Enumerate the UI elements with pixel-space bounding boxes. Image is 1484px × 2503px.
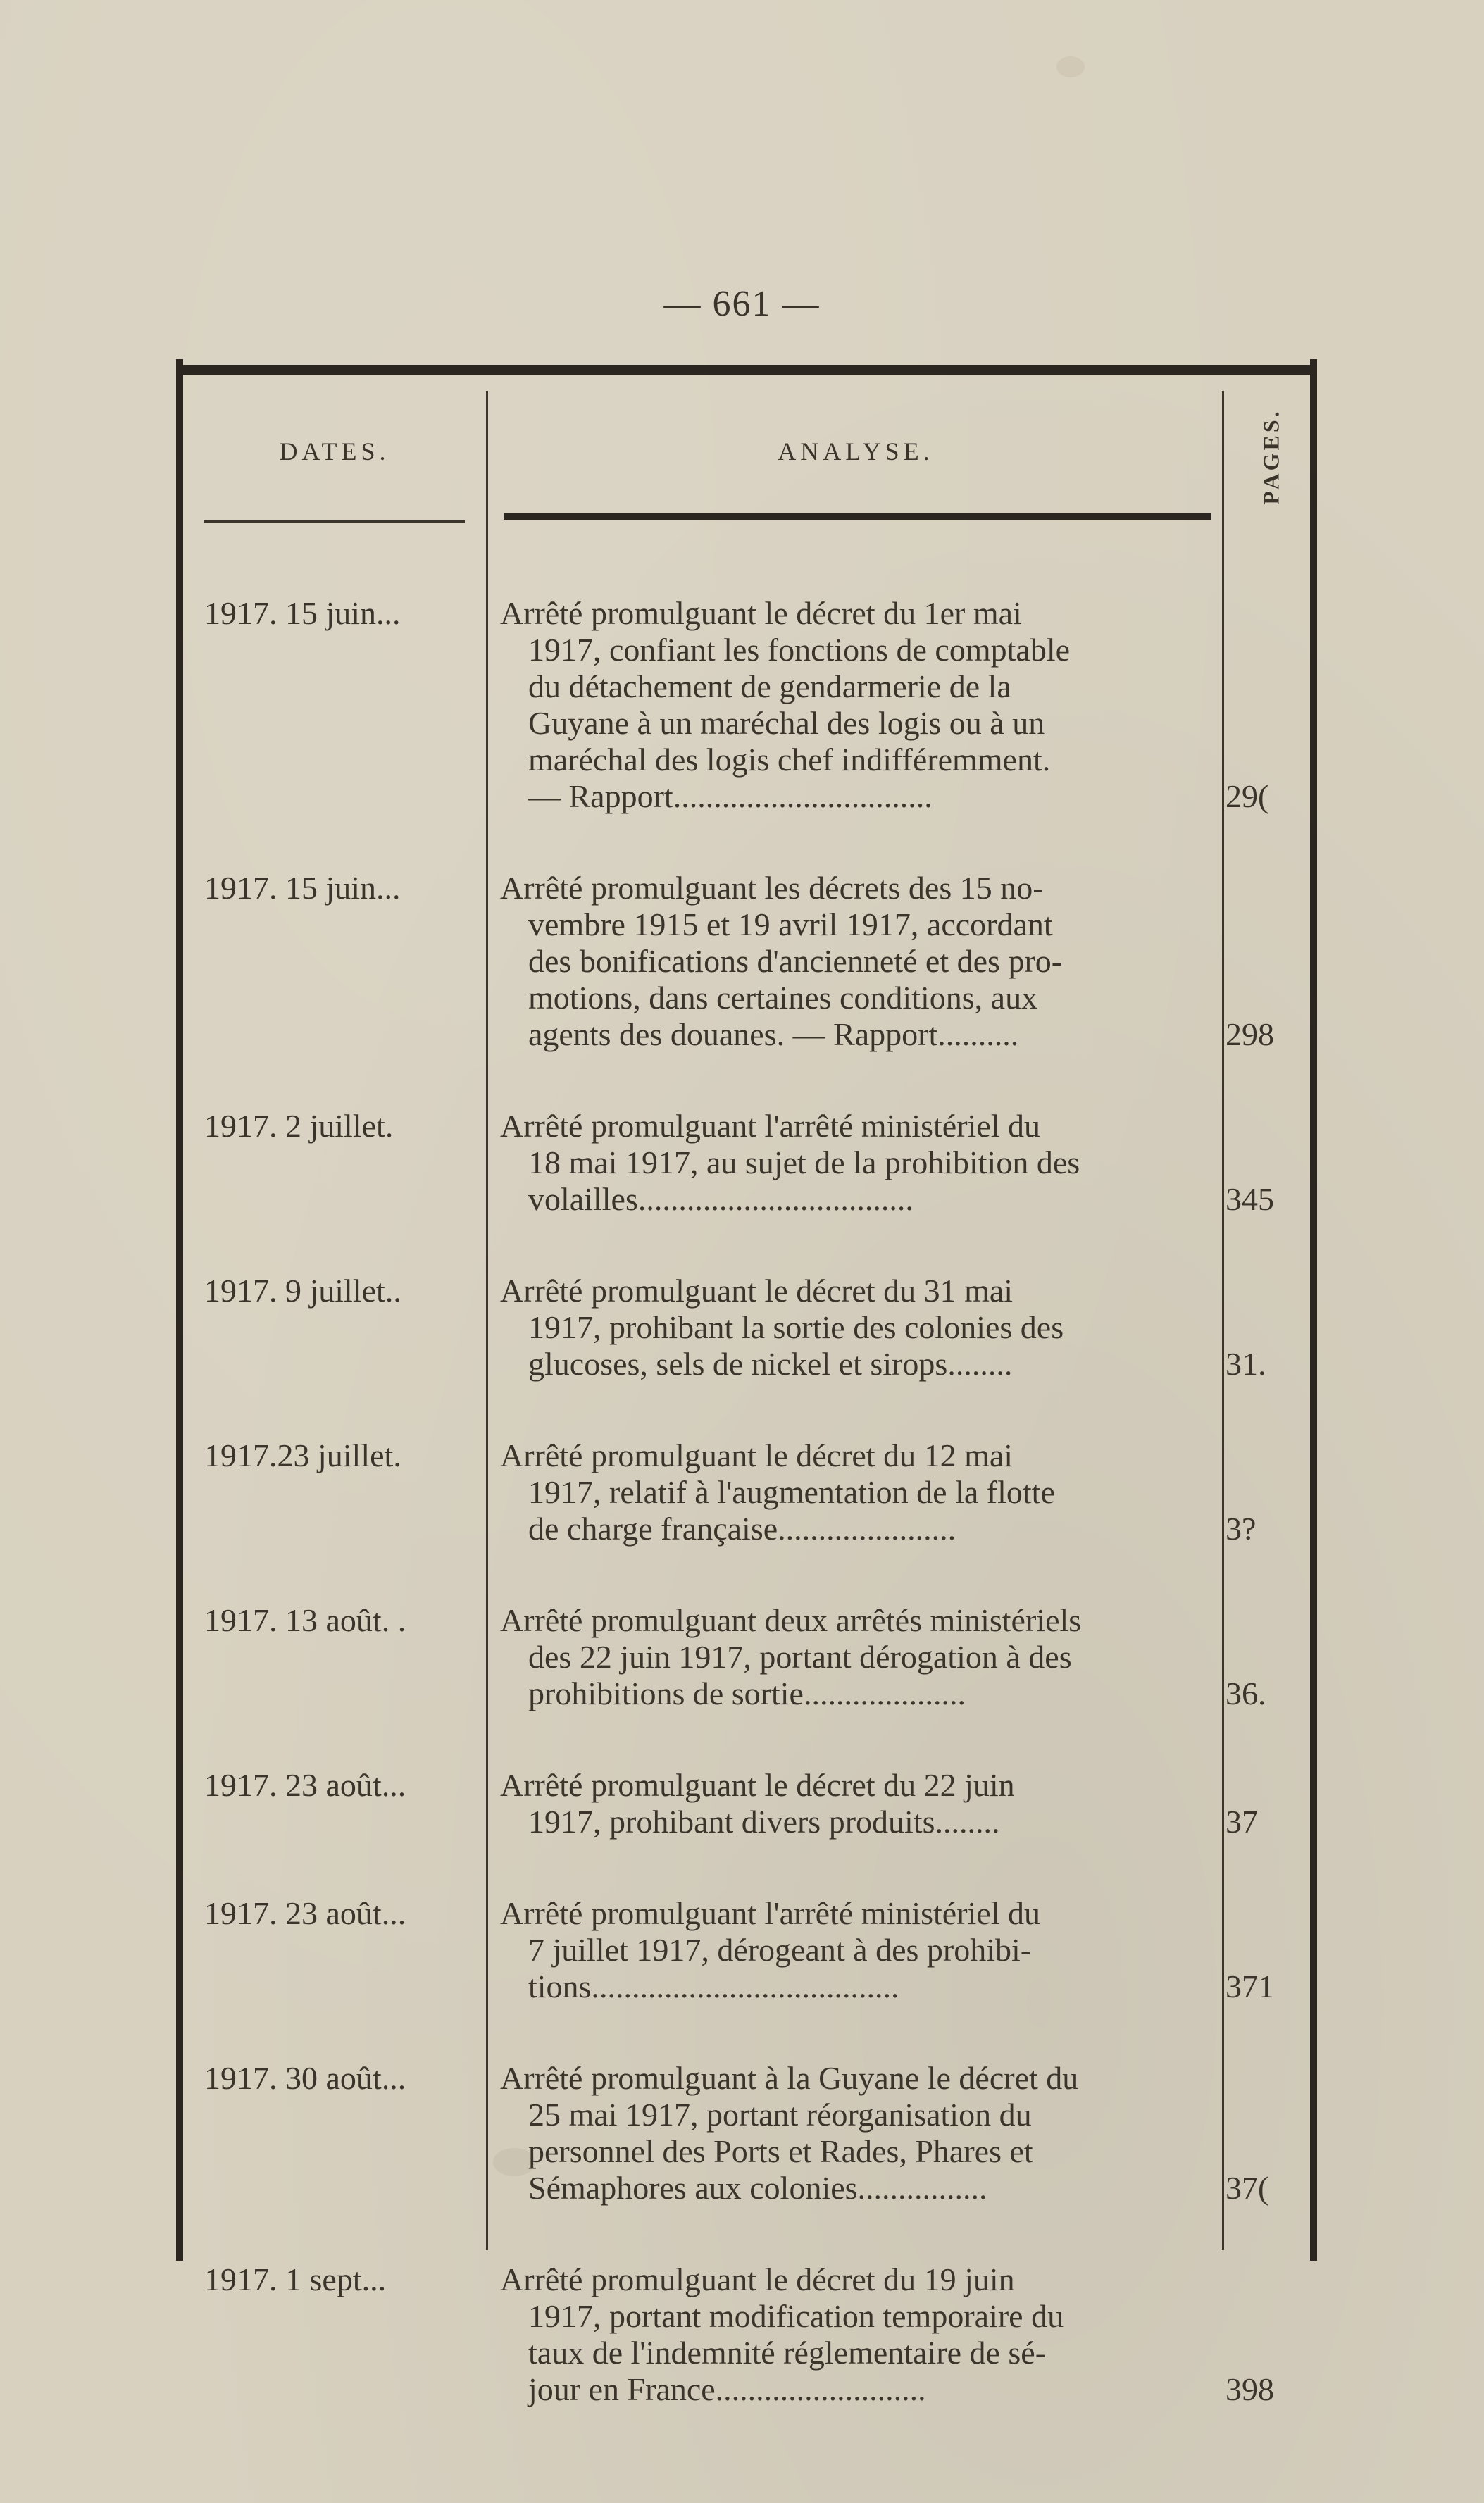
analysis-line: des 22 juin 1917, portant dérogation à des [528, 1639, 1072, 1675]
entry-analysis [475, 595, 1208, 815]
table-row [190, 1108, 1352, 1218]
entry-page: 345 [1226, 1181, 1274, 1217]
entry-date: 1917. 30 août... [204, 2060, 406, 2096]
table-row [190, 595, 1352, 815]
entry-analysis [475, 1895, 1208, 2005]
analysis-line: tions...................................... [528, 1968, 899, 2004]
analysis-line: glucoses, sels de nickel et sirops........ [528, 1346, 1013, 1382]
entry-date: 1917. 13 août. . [204, 1602, 406, 1638]
table-row [190, 1767, 1352, 1840]
analysis-line: 1917, prohibant divers produits........ [528, 1804, 1000, 1840]
entry-page: 31. [1226, 1346, 1266, 1382]
table-top-rule [176, 365, 1317, 375]
analysis-line: de charge française...................... [528, 1511, 956, 1547]
table-row [190, 2060, 1352, 2206]
entry-date: 1917. 15 juin... [204, 595, 401, 631]
analysis-line: 1917, relatif à l'augmentation de la flotte [528, 1474, 1055, 1510]
analysis-line: 1917, confiant les fonctions de comptable [528, 632, 1071, 668]
entry-analysis [475, 1602, 1208, 1712]
analysis-line: maréchal des logis chef indifféremment. [528, 742, 1051, 778]
analysis-line: 1917, portant modification temporaire du [528, 2298, 1064, 2334]
table-row [190, 1437, 1352, 1547]
entry-analysis [475, 1273, 1208, 1382]
header-rule-dates [204, 520, 465, 523]
entry-date: 1917. 23 août... [204, 1767, 406, 1803]
analysis-line: vembre 1915 et 19 avril 1917, accordant [528, 906, 1053, 942]
analysis-line: jour en France.......................... [528, 2371, 926, 2407]
entry-page: 37( [1226, 2170, 1269, 2206]
table-row [190, 1273, 1352, 1382]
entry-page: 3? [1226, 1511, 1257, 1547]
analysis-line: 18 mai 1917, au sujet de la prohibition des [528, 1144, 1080, 1180]
analysis-line: Arrêté promulguant l'arrêté ministériel du [500, 1108, 1041, 1144]
analysis-line: des bonifications d'ancienneté et des pro- [528, 943, 1063, 979]
entry-date: 1917. 2 juillet. [204, 1108, 394, 1144]
analysis-line: Arrêté promulguant les décrets des 15 no- [500, 870, 1044, 906]
header-analyse: ANALYSE. [778, 437, 934, 466]
entry-page: 298 [1226, 1016, 1274, 1052]
analysis-line: 7 juillet 1917, dérogeant à des prohibi- [528, 1932, 1032, 1968]
table-row [190, 1895, 1352, 2005]
analysis-line: 25 mai 1917, portant réorganisation du [528, 2097, 1032, 2133]
entry-date: 1917. 23 août... [204, 1895, 406, 1931]
entry-date: 1917.23 juillet. [204, 1437, 401, 1473]
analysis-line: prohibitions de sortie.................... [528, 1675, 966, 1711]
entry-page: 29( [1226, 778, 1269, 814]
entry-analysis [475, 2060, 1208, 2206]
analysis-line: du détachement de gendarmerie de la [528, 668, 1011, 704]
paper-stain [1056, 56, 1085, 77]
entry-page: 398 [1226, 2371, 1274, 2407]
analysis-line: Arrêté promulguant l'arrêté ministériel du [500, 1895, 1041, 1931]
entry-analysis [475, 1437, 1208, 1547]
analysis-line: Arrêté promulguant à la Guyane le décret du [500, 2060, 1079, 2096]
analysis-line: Arrêté promulguant le décret du 12 mai [500, 1437, 1014, 1473]
entry-analysis [475, 2261, 1208, 2408]
entry-date: 1917. 9 juillet.. [204, 1273, 401, 1309]
entry-analysis [475, 1767, 1208, 1840]
header-pages: PAGES. [1258, 408, 1284, 505]
entry-analysis [475, 1108, 1208, 1218]
analysis-line: Guyane à un maréchal des logis ou à un [528, 705, 1045, 741]
analysis-line: Sémaphores aux colonies................ [528, 2170, 987, 2206]
entry-page: 36. [1226, 1675, 1266, 1711]
analysis-line: Arrêté promulguant le décret du 31 mai [500, 1273, 1014, 1309]
header-dates: DATES. [279, 437, 390, 466]
analysis-line: agents des douanes. — Rapport.......... [528, 1016, 1019, 1052]
entry-page: 37 [1226, 1804, 1258, 1840]
entries-list [190, 595, 1352, 2463]
analysis-line: Arrêté promulguant le décret du 19 juin [500, 2261, 1015, 2297]
table-row [190, 2261, 1352, 2408]
entry-page: 371 [1226, 1968, 1274, 2004]
analysis-line: Arrêté promulguant le décret du 22 juin [500, 1767, 1015, 1803]
entry-analysis [475, 870, 1208, 1053]
entry-date: 1917. 15 juin... [204, 870, 401, 906]
analysis-line: motions, dans certaines conditions, aux [528, 980, 1038, 1016]
analysis-line: personnel des Ports et Rades, Phares et [528, 2133, 1033, 2169]
page-number: — 661 — [663, 284, 821, 324]
entry-date: 1917. 1 sept... [204, 2261, 387, 2297]
table-row [190, 870, 1352, 1053]
analysis-line: taux de l'indemnité réglementaire de sé- [528, 2335, 1047, 2371]
analysis-line: Arrêté promulguant le décret du 1er mai [500, 595, 1022, 631]
header-rule-analyse [504, 513, 1211, 520]
table-row [190, 1602, 1352, 1712]
analysis-line: Arrêté promulguant deux arrêtés ministériels [500, 1602, 1082, 1638]
analysis-line: volailles.................................. [528, 1181, 914, 1217]
analysis-line: — Rapport................................ [528, 778, 933, 814]
analysis-line: 1917, prohibant la sortie des colonies des [528, 1309, 1064, 1345]
